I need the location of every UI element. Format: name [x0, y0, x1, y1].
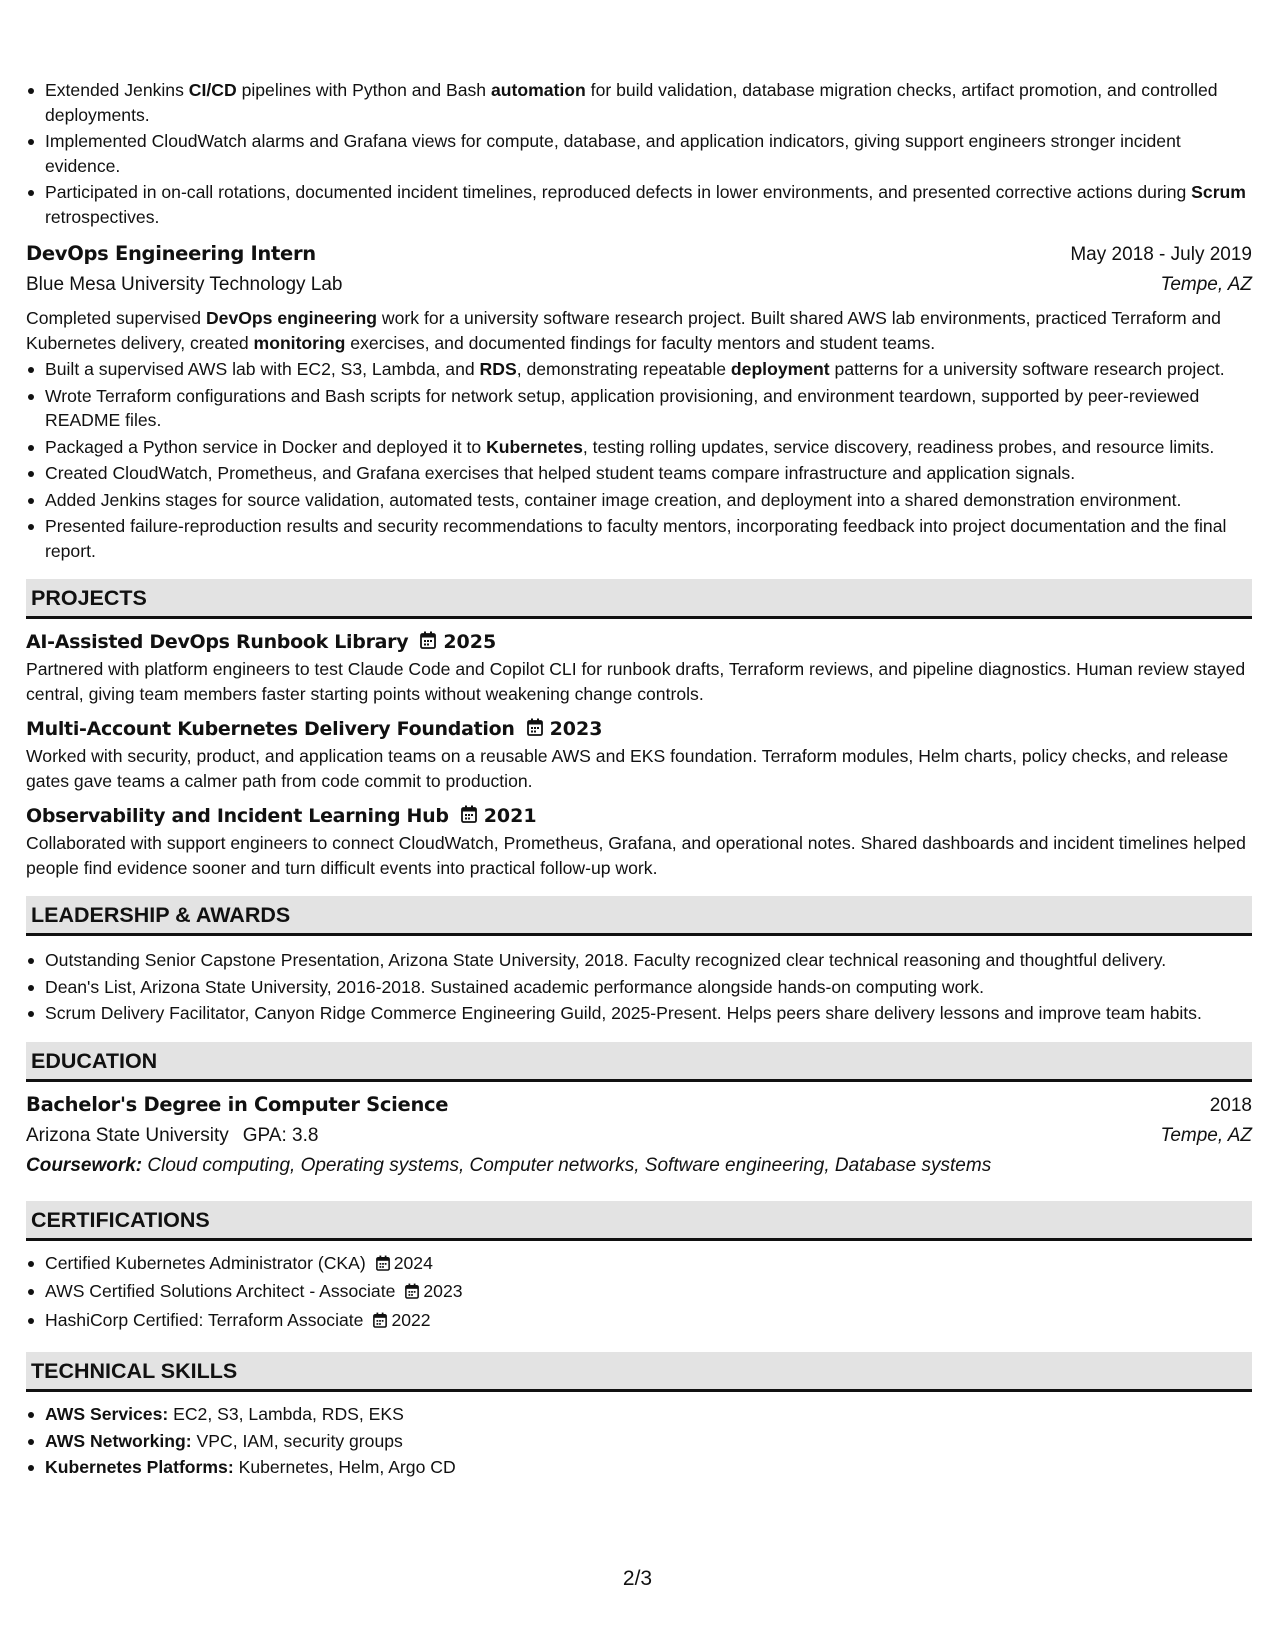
bold-keyword: Scrum	[1191, 182, 1246, 202]
skill-value: Kubernetes, Helm, Argo CD	[238, 1457, 456, 1477]
school-name: Arizona State University	[26, 1124, 229, 1146]
calendar-icon	[376, 1253, 390, 1278]
project-description: Partnered with platform engineers to test Claude Code and Copilot CLI for runbook drafts, Terraform reviews, and pipeline diagnostics. Human review stayed central, giving team members faster starting points without weakening change controls.	[26, 659, 1246, 704]
list-item	[26, 1402, 1252, 1427]
calendar-icon	[420, 631, 436, 654]
list-item	[26, 514, 1252, 563]
certification-name: HashiCorp Certified: Terraform Associate	[45, 1309, 364, 1330]
text-segment: Packaged a Python service in Docker and deployed it to	[45, 436, 487, 457]
text-segment: for build validation, database migration checks, artifact promotion, and controlled deployments.	[45, 80, 1218, 125]
text-segment: patterns for a university software research project.	[829, 359, 1225, 379]
project-year: 2025	[443, 631, 497, 653]
coursework-label: Coursework:	[26, 1154, 143, 1176]
certification-year: 2023	[423, 1281, 463, 1301]
project-description: Collaborated with support engineers to connect CloudWatch, Prometheus, Grafana, and operational notes. Shared dashboards and incident timelines helped people find evidence sooner and turn difficult events into practical follow-up work.	[26, 833, 1246, 878]
text-segment: work for a university software research project. Built shared AWS lab environments, practiced Terraform and Kubernetes delivery, created	[26, 308, 1221, 353]
text-segment: retrospectives.	[45, 206, 160, 227]
section-title: TECHNICAL SKILLS	[31, 1359, 238, 1383]
text-segment: Wrote Terraform configurations and Bash scripts for network setup, application provisioning, and environment teardown, supported by peer-reviewed README files.	[45, 385, 1200, 430]
skills-list	[26, 1402, 1252, 1480]
certification-year: 2022	[391, 1309, 431, 1330]
list-item	[26, 180, 1252, 229]
project-title: AI-Assisted DevOps Runbook Library	[26, 631, 409, 653]
skill-label: Kubernetes Platforms:	[45, 1457, 234, 1477]
job-summary	[26, 306, 1252, 355]
section-header-leadership	[26, 896, 1252, 936]
coursework-list: Cloud computing, Operating systems, Computer networks, Software engineering, Database systems	[147, 1154, 992, 1176]
project-description: Worked with security, product, and application teams on a reusable AWS and EKS foundation. Terraform modules, Helm charts, policy checks, and release gates gave teams a calmer path from code commit to production.	[26, 746, 1229, 791]
text-segment: Participated in on-call rotations, documented incident timelines, reproduced defects in lower environments, and presented corrective actions during	[45, 182, 1192, 202]
job-location: Tempe, AZ	[1160, 274, 1252, 295]
calendar-icon	[527, 718, 543, 741]
text-segment: pipelines with Python and Bash	[236, 80, 491, 100]
job-title: DevOps Engineering Intern	[26, 242, 316, 265]
skill-value: EC2, S3, Lambda, RDS, EKS	[173, 1404, 404, 1424]
section-header-projects	[26, 579, 1252, 619]
text-segment: , testing rolling updates, service discovery, readiness probes, and resource limits.	[582, 436, 1215, 457]
list-item: Dean's List, Arizona State University, 2016-2018. Sustained academic performance alongside hands-on computing work.	[26, 975, 1252, 1000]
school-location: Tempe, AZ	[1160, 1124, 1252, 1146]
list-item	[26, 1429, 1252, 1454]
certification-year: 2024	[393, 1252, 433, 1273]
text-segment: Completed supervised	[26, 308, 206, 328]
section-title: CERTIFICATIONS	[31, 1207, 210, 1232]
text-segment: exercises, and documented findings for faculty mentors and student teams.	[345, 332, 936, 353]
text-segment: Created CloudWatch, Prometheus, and Grafana exercises that helped student teams compare infrastructure and application signals.	[45, 463, 1076, 483]
project-entry	[26, 714, 1252, 793]
list-item	[26, 129, 1252, 178]
leadership-list	[26, 948, 1252, 1026]
project-year: 2023	[549, 718, 603, 740]
calendar-icon	[461, 805, 477, 828]
project-title: Multi-Account Kubernetes Delivery Foundation	[26, 718, 515, 740]
list-item	[26, 435, 1252, 460]
list-item	[26, 1251, 1252, 1278]
project-title: Observability and Incident Learning Hub	[26, 805, 449, 827]
skill-label: AWS Services:	[45, 1404, 169, 1424]
bold-keyword: CI/CD	[188, 80, 237, 100]
list-item	[26, 488, 1252, 513]
bold-keyword: Kubernetes	[486, 436, 583, 457]
job-organization: Blue Mesa University Technology Lab	[26, 274, 343, 295]
section-title: PROJECTS	[31, 586, 147, 610]
gpa: GPA: 3.8	[242, 1124, 319, 1146]
text-segment: Implemented CloudWatch alarms and Grafana views for compute, database, and application indicators, giving support engineers stronger incident evidence.	[45, 131, 1181, 176]
list-item	[26, 461, 1252, 486]
project-year: 2021	[483, 805, 537, 827]
resume-page	[26, 78, 1252, 1482]
previous-job-bullets	[26, 78, 1252, 229]
job-dates: May 2018 - July 2019	[1070, 244, 1252, 265]
list-item: Outstanding Senior Capstone Presentation, Arizona State University, 2018. Faculty recognized clear technical reasoning and thoughtful delivery.	[26, 948, 1252, 973]
text-segment: Built a supervised AWS lab with EC2, S3, Lambda, and	[45, 359, 480, 379]
certifications-list	[26, 1251, 1252, 1335]
text-segment: Presented failure-reproduction results and security recommendations to faculty mentors, incorporating feedback into project documentation and the final report.	[45, 516, 1227, 561]
skill-value: VPC, IAM, security groups	[196, 1430, 403, 1451]
section-header-education	[26, 1042, 1252, 1082]
intern-experience-entry	[26, 239, 1252, 563]
list-item	[26, 384, 1252, 433]
degree-title: Bachelor's Degree in Computer Science	[26, 1092, 449, 1116]
education-entry	[26, 1090, 1252, 1181]
section-header-technical-skills	[26, 1352, 1252, 1392]
certification-name: AWS Certified Solutions Architect - Associate	[45, 1281, 396, 1301]
section-title: LEADERSHIP & AWARDS	[31, 903, 291, 927]
list-item	[26, 357, 1252, 382]
project-entry	[26, 801, 1252, 880]
list-item	[26, 1455, 1252, 1480]
page-number: 2/3	[622, 1567, 653, 1590]
coursework	[26, 1151, 1252, 1181]
list-item	[26, 78, 1252, 127]
bold-keyword: RDS	[479, 359, 517, 379]
skill-label: AWS Networking:	[45, 1430, 192, 1451]
section-header-certifications	[26, 1201, 1252, 1241]
bold-keyword: automation	[490, 80, 586, 100]
projects-list	[26, 627, 1252, 880]
graduation-year: 2018	[1209, 1094, 1252, 1116]
section-title: EDUCATION	[31, 1048, 158, 1073]
text-segment: , demonstrating repeatable	[516, 359, 731, 379]
text-segment: Added Jenkins stages for source validation, automated tests, container image creation, and deployment into a shared demonstration environment.	[45, 489, 1182, 510]
calendar-icon	[373, 1310, 387, 1335]
list-item	[26, 1279, 1252, 1306]
text-segment: Extended Jenkins	[45, 80, 189, 100]
job-bullets	[26, 357, 1252, 563]
certification-name: Certified Kubernetes Administrator (CKA)	[45, 1252, 366, 1273]
calendar-icon	[405, 1281, 419, 1306]
list-item: Scrum Delivery Facilitator, Canyon Ridge Commerce Engineering Guild, 2025-Present. Helps peers share delivery lessons and improve team habits.	[26, 1001, 1252, 1026]
bold-keyword: DevOps engineering	[205, 308, 378, 328]
project-entry	[26, 627, 1252, 706]
bold-keyword: monitoring	[253, 332, 346, 353]
bold-keyword: deployment	[730, 359, 830, 379]
list-item	[26, 1308, 1252, 1335]
